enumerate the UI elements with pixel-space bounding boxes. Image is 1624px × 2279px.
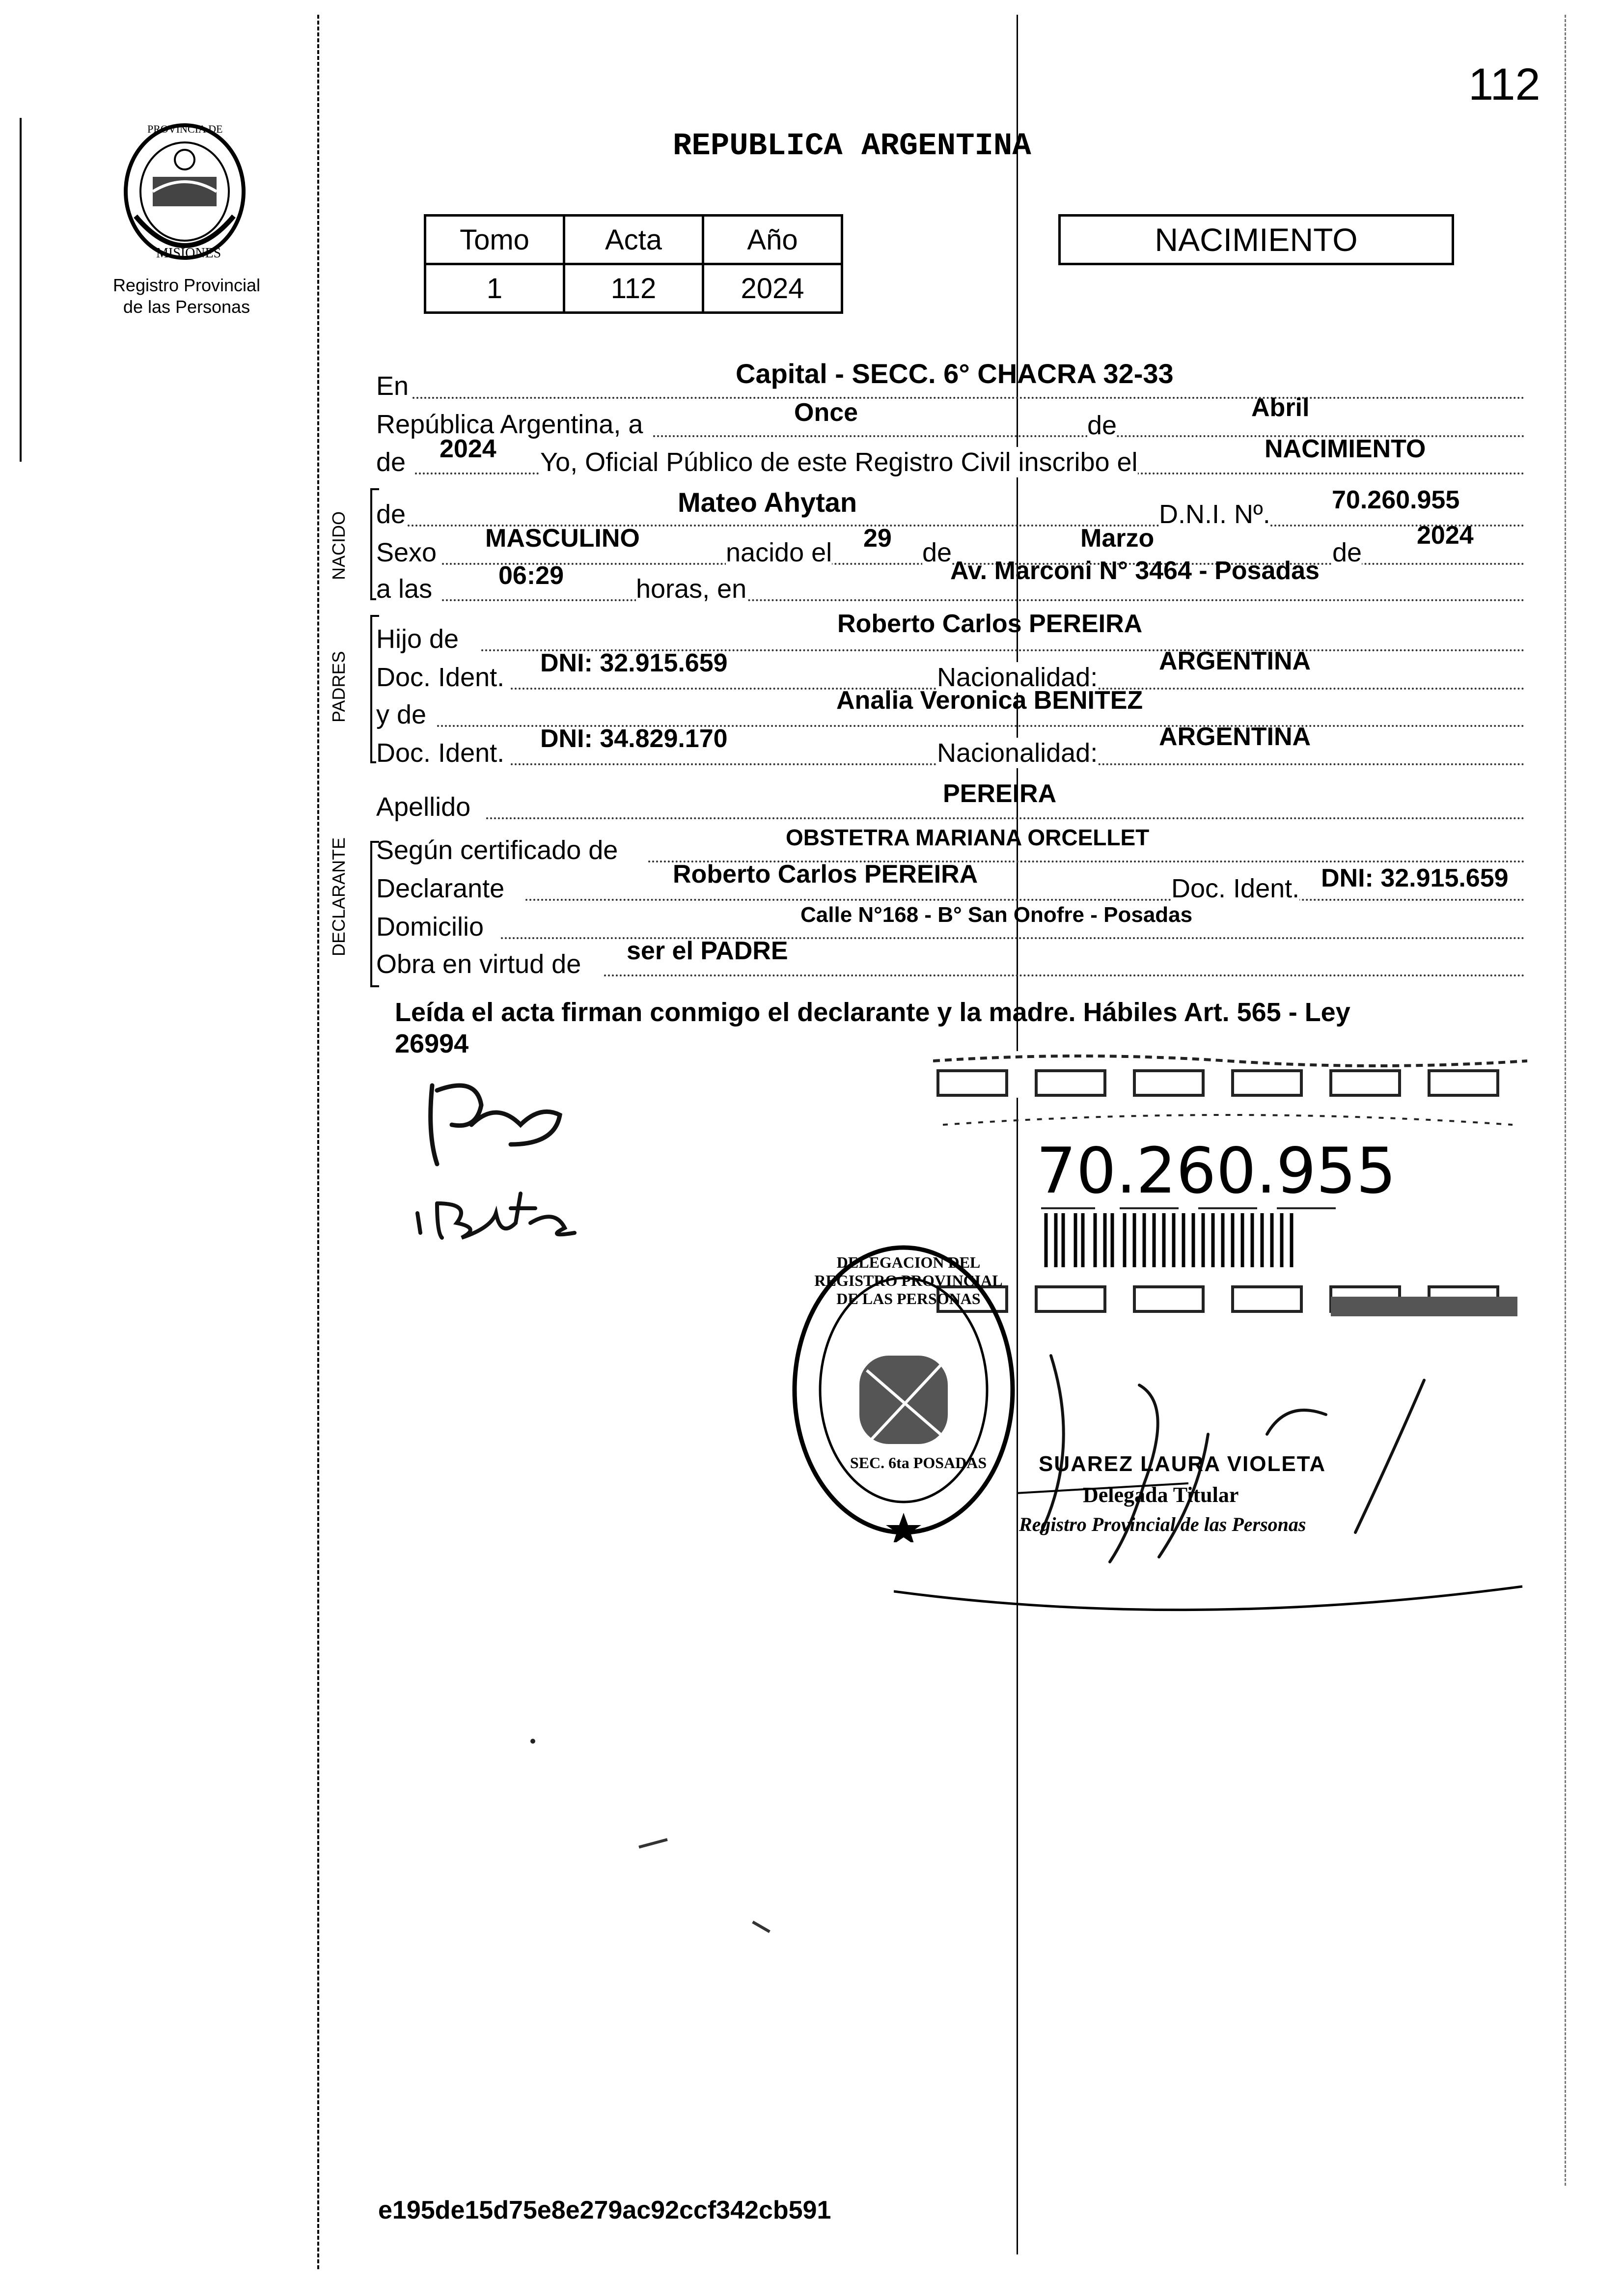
stray-mark-3 <box>752 1920 771 1933</box>
apellido-label: Apellido <box>376 792 471 822</box>
stamp-ring-text: DELEGACION DEL REGISTRO PROVINCIAL DE LAS PERSONAS <box>814 1253 1003 1307</box>
apellido-value: PEREIRA <box>943 779 1057 808</box>
emblem-caption-1: Registro Provincial <box>112 275 261 295</box>
closing-line-1: Leída el acta firman conmigo el declarante y la madre. Hábiles Art. 565 - Ley <box>395 998 1350 1027</box>
mother-nat-label: Nacionalidad: <box>937 738 1098 768</box>
record-type: NACIMIENTO <box>1155 222 1358 258</box>
decl-doc-label: Doc. Ident. <box>1171 874 1300 903</box>
birth-time: 06:29 <box>498 561 564 590</box>
month-value: Abril <box>1251 393 1310 422</box>
de2-label: de <box>376 447 406 477</box>
sexo-label: Sexo <box>376 538 437 567</box>
stray-mark-2 <box>638 1838 668 1848</box>
birth-month: Marzo <box>1080 524 1155 553</box>
obra-label: Obra en virtud de <box>376 949 581 979</box>
year-value: 2024 <box>440 435 496 463</box>
father-nationality: ARGENTINA <box>1159 647 1311 675</box>
page-number: 112 <box>1468 59 1541 110</box>
emblem-seal-bottom: MISIONES <box>156 246 221 261</box>
father-doc: DNI: 32.915.659 <box>540 649 728 677</box>
header-ano: Año <box>703 216 842 264</box>
nacido-label: NACIDO <box>329 511 349 580</box>
de-label: de <box>1087 411 1117 440</box>
emblem-seal-top: PROVINCIA DE <box>147 123 223 135</box>
line-apellido <box>486 817 1525 819</box>
line-declarante <box>525 899 1525 901</box>
day-value: Once <box>794 398 858 427</box>
emblem-caption-2: de las Personas <box>123 297 250 317</box>
padres-label: PADRES <box>329 651 349 723</box>
republica-label: República Argentina, a <box>376 410 643 439</box>
stamp-inner-text: SEC. 6ta POSADAS <box>850 1454 987 1472</box>
declarant-signature <box>398 1071 594 1179</box>
domicilio-value: Calle N°168 - B° San Onofre - Posadas <box>800 903 1193 927</box>
stamp-underline <box>894 1532 1527 1631</box>
father-nat-label: Nacionalidad: <box>937 663 1098 692</box>
nacido-de-label: de <box>376 500 406 529</box>
domicilio-label: Domicilio <box>376 912 484 942</box>
father-name: Roberto Carlos PEREIRA <box>837 610 1143 638</box>
value-tomo: 1 <box>425 264 564 313</box>
cert-value: OBSTETRA MARIANA ORCELLET <box>786 825 1150 850</box>
birth-de-label: de <box>922 538 952 567</box>
mother-doc-label: Doc. Ident. <box>376 738 505 768</box>
hijo-label: Hijo de <box>376 624 459 654</box>
declarante-value: Roberto Carlos PEREIRA <box>673 860 978 889</box>
decl-doc: DNI: 32.915.659 <box>1321 864 1509 892</box>
closing-line-2: 26994 <box>395 1029 469 1058</box>
official-org: Registro Provincial de las Personas <box>1019 1513 1306 1535</box>
oficial-text: Yo, Oficial Público de este Registro Civil inscribo el <box>540 447 1138 477</box>
mother-doc: DNI: 34.829.170 <box>540 724 728 753</box>
sexo-value: MASCULINO <box>485 524 640 553</box>
official-role: Delegada Titular <box>1083 1483 1239 1507</box>
page-title: REPUBLICA ARGENTINA <box>673 129 1031 164</box>
child-name: Mateo Ahytan <box>678 487 857 518</box>
official-name: SUAREZ LAURA VIOLETA <box>1039 1452 1326 1476</box>
act-value: NACIMIENTO <box>1265 435 1426 463</box>
dni-label: D.N.I. Nº. <box>1159 500 1270 529</box>
binding-line <box>317 15 319 2269</box>
record-table <box>424 214 843 314</box>
nacido-el-label: nacido el <box>726 538 832 567</box>
stray-mark <box>530 1739 535 1744</box>
en-label: En <box>376 371 409 401</box>
shield-emblem-icon <box>116 118 253 265</box>
mother-nationality: ARGENTINA <box>1159 723 1311 751</box>
header-acta: Acta <box>564 216 703 264</box>
birth-year: 2024 <box>1417 521 1474 550</box>
mother-signature <box>408 1174 594 1257</box>
line-time <box>442 599 1525 601</box>
birth-place: Av. Marconi N° 3464 - Posadas <box>950 556 1320 585</box>
cert-label: Según certificado de <box>376 835 618 865</box>
birth-de-label-2: de <box>1332 538 1362 567</box>
line-en <box>413 397 1525 399</box>
mother-name: Analia Veronica BENITEZ <box>836 686 1143 715</box>
child-dni: 70.260.955 <box>1332 486 1460 514</box>
declarante-label-text: Declarante <box>376 874 505 903</box>
birth-day: 29 <box>863 524 892 553</box>
declarante-label: DECLARANTE <box>329 837 349 956</box>
place-value: Capital - SECC. 6° CHACRA 32-33 <box>736 358 1174 389</box>
obra-value: ser el PADRE <box>627 937 788 965</box>
left-margin-line <box>20 118 22 462</box>
record-type-box <box>1058 214 1454 265</box>
father-doc-label: Doc. Ident. <box>376 663 505 692</box>
alas-label: a las <box>376 574 433 604</box>
value-acta: 112 <box>564 264 703 313</box>
sticker-number: 70.260.955 <box>1036 1135 1396 1208</box>
header-tomo: Tomo <box>425 216 564 264</box>
horas-label: horas, en <box>636 574 747 604</box>
document-hash: e195de15d75e8e279ac92ccf342cb591 <box>378 2196 831 2224</box>
yde-label: y de <box>376 700 427 729</box>
right-edge-line <box>1565 15 1566 2186</box>
province-emblem <box>116 118 253 265</box>
value-ano: 2024 <box>703 264 842 313</box>
line-obra <box>604 974 1525 976</box>
